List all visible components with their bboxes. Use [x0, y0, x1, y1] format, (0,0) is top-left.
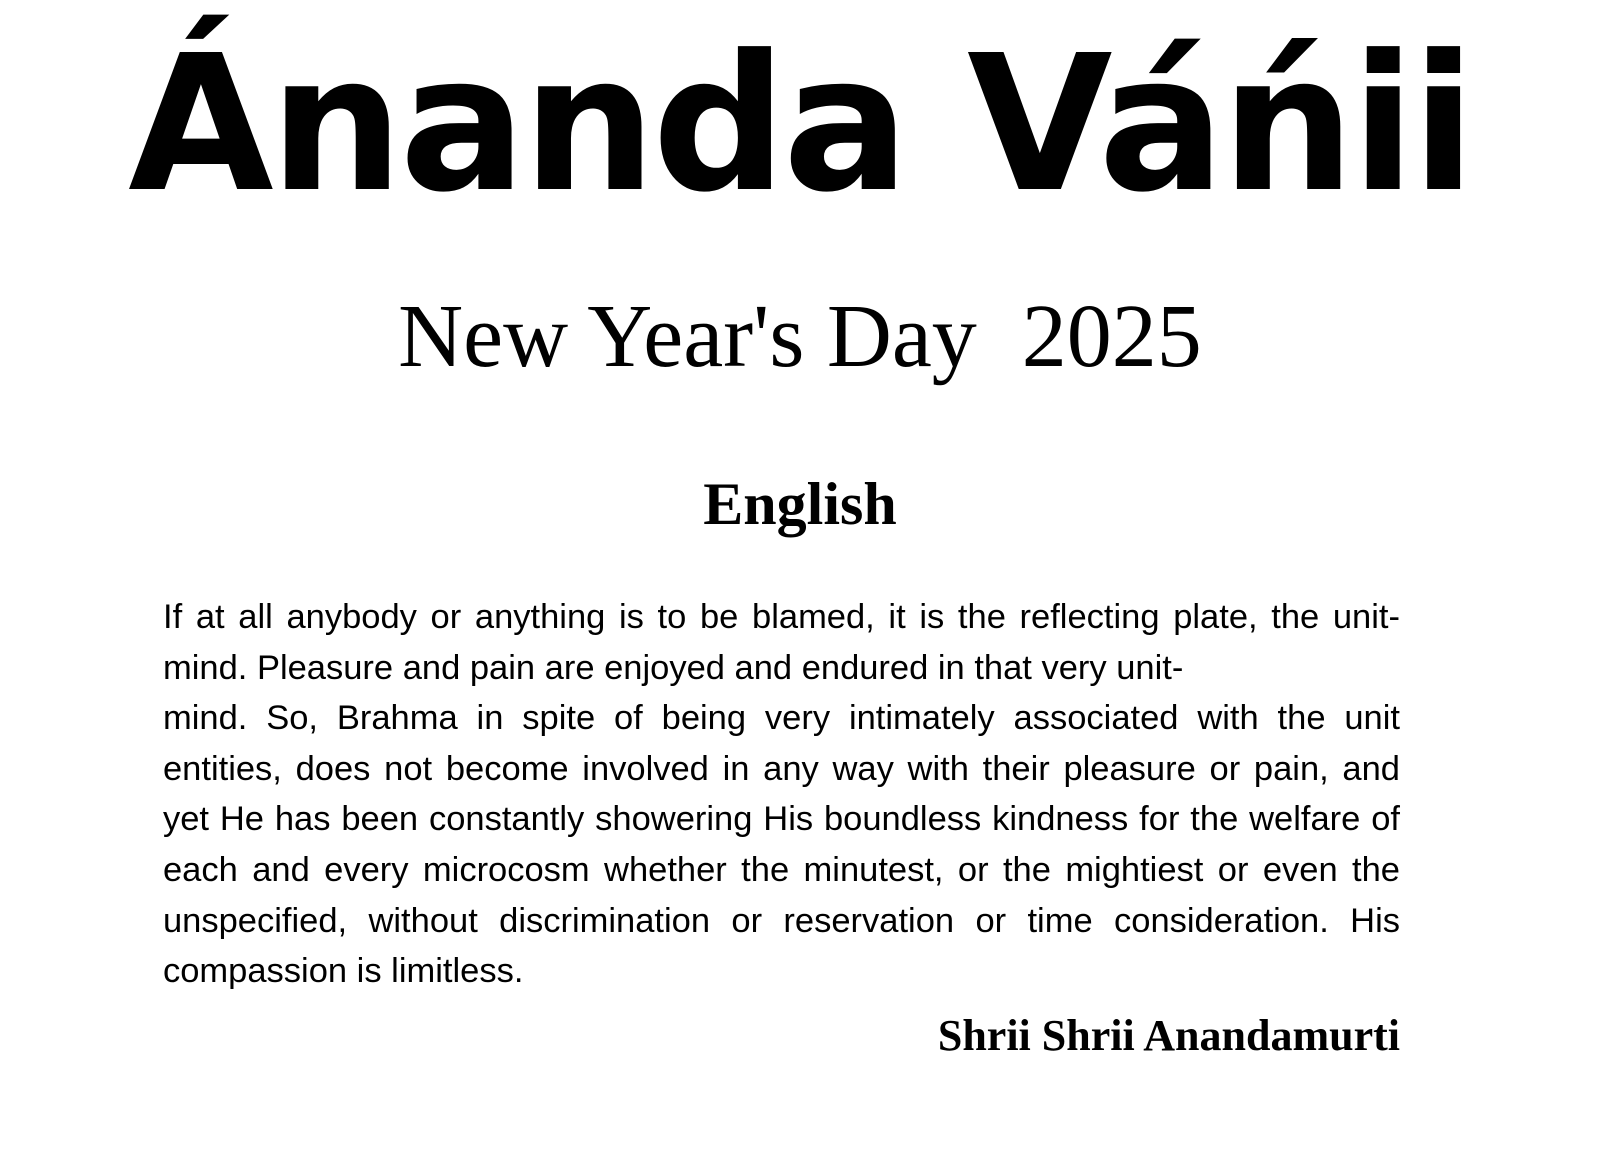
author-attribution: Shrii Shrii Anandamurti [937, 1011, 1400, 1060]
page-title: Ánanda Váńii [128, 15, 1472, 234]
quote-paragraph: If at all anybody or anything is to be blamed, it is the reflecting plate, the unit- mind. Pleasure and pain are enjoyed and endured in that very unit- mind. So, Brahma in spite of being very intimately associated with the unit entities, does not become involved in any way with their pleasure or pain, and yet He has been constantly showering His boundless kindness for the welfare of each and every microcosm whether the minutest, or the mightiest or even the unspecified, without discrimination or reservation or time consideration. His compassion is limitless. [163, 598, 1400, 991]
language-heading: English [703, 471, 897, 537]
occasion-subtitle: New Year's Day 2025 [398, 287, 1202, 386]
